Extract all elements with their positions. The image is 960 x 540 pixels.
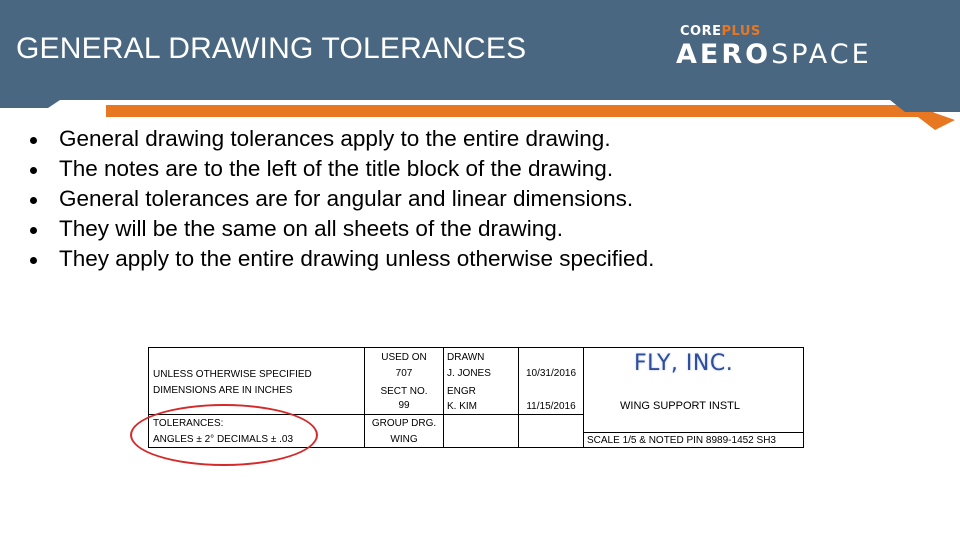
tb-used-on-label: USED ON xyxy=(381,352,427,363)
tb-divider xyxy=(443,348,444,447)
logo-plus-text: PLUS xyxy=(721,24,761,39)
tb-drawing-title: WING SUPPORT INSTL xyxy=(620,400,741,412)
bullet-item xyxy=(30,244,654,274)
tb-divider xyxy=(584,432,804,433)
bullet-icon xyxy=(30,137,37,144)
company-logo xyxy=(672,24,934,74)
bullet-icon xyxy=(30,197,37,204)
slide-title: GENERAL DRAWING TOLERANCES xyxy=(16,32,527,65)
bullet-text: General tolerances are for angular and linear dimensions. xyxy=(59,186,634,211)
tb-company-name: FLY, INC. xyxy=(634,351,734,376)
bullet-text: They apply to the entire drawing unless otherwise specified. xyxy=(59,246,655,271)
bullet-text: The notes are to the left of the title block of the drawing. xyxy=(59,156,614,181)
tb-unless-note: UNLESS OTHERWISE SPECIFIED xyxy=(153,369,312,380)
tb-engr-label: ENGR xyxy=(447,386,476,397)
bullet-icon xyxy=(30,167,37,174)
tolerance-highlight-circle xyxy=(130,404,318,466)
bullet-item xyxy=(30,124,654,154)
tb-tolerance-values: ANGLES ± 2° DECIMALS ± .03 xyxy=(153,434,294,445)
logo-aero-text: AERO xyxy=(676,39,772,70)
bullet-icon xyxy=(30,227,37,234)
tb-dimensions-note: DIMENSIONS ARE IN INCHES xyxy=(153,385,293,396)
tb-divider xyxy=(518,348,519,447)
logo-tagline xyxy=(680,24,761,39)
tb-drawn-label: DRAWN xyxy=(447,352,485,363)
bullet-list xyxy=(30,124,654,274)
bullet-item xyxy=(30,154,654,184)
tb-tolerances-label: TOLERANCES: xyxy=(153,418,224,429)
bullet-text: General drawing tolerances apply to the entire drawing. xyxy=(59,126,611,151)
tb-group-drg-label: GROUP DRG. xyxy=(371,418,437,429)
tb-sect-no-value: 99 xyxy=(398,400,410,411)
bullet-text: They will be the same on all sheets of the drawing. xyxy=(59,216,564,241)
bullet-item xyxy=(30,214,654,244)
header-band xyxy=(0,0,960,108)
logo-core-text: CORE xyxy=(680,24,722,39)
tb-drawn-by: J. JONES xyxy=(447,368,491,379)
tb-scale-line: SCALE 1/5 & NOTED PIN 8989-1452 SH3 xyxy=(587,435,776,446)
tb-drawn-date: 10/31/2016 xyxy=(525,368,577,379)
tb-sect-no-label: SECT NO. xyxy=(380,386,428,397)
logo-wordmark xyxy=(676,39,872,70)
logo-space-text: SPACE xyxy=(771,39,872,70)
bullet-icon xyxy=(30,257,37,264)
tb-group-drg-value: WING xyxy=(390,434,418,445)
tb-engr-by: K. KIM xyxy=(447,401,478,412)
tb-divider xyxy=(444,414,584,415)
tb-engr-date: 11/15/2016 xyxy=(526,401,576,412)
bullet-item xyxy=(30,184,654,214)
tb-used-on-value: 707 xyxy=(395,368,413,379)
